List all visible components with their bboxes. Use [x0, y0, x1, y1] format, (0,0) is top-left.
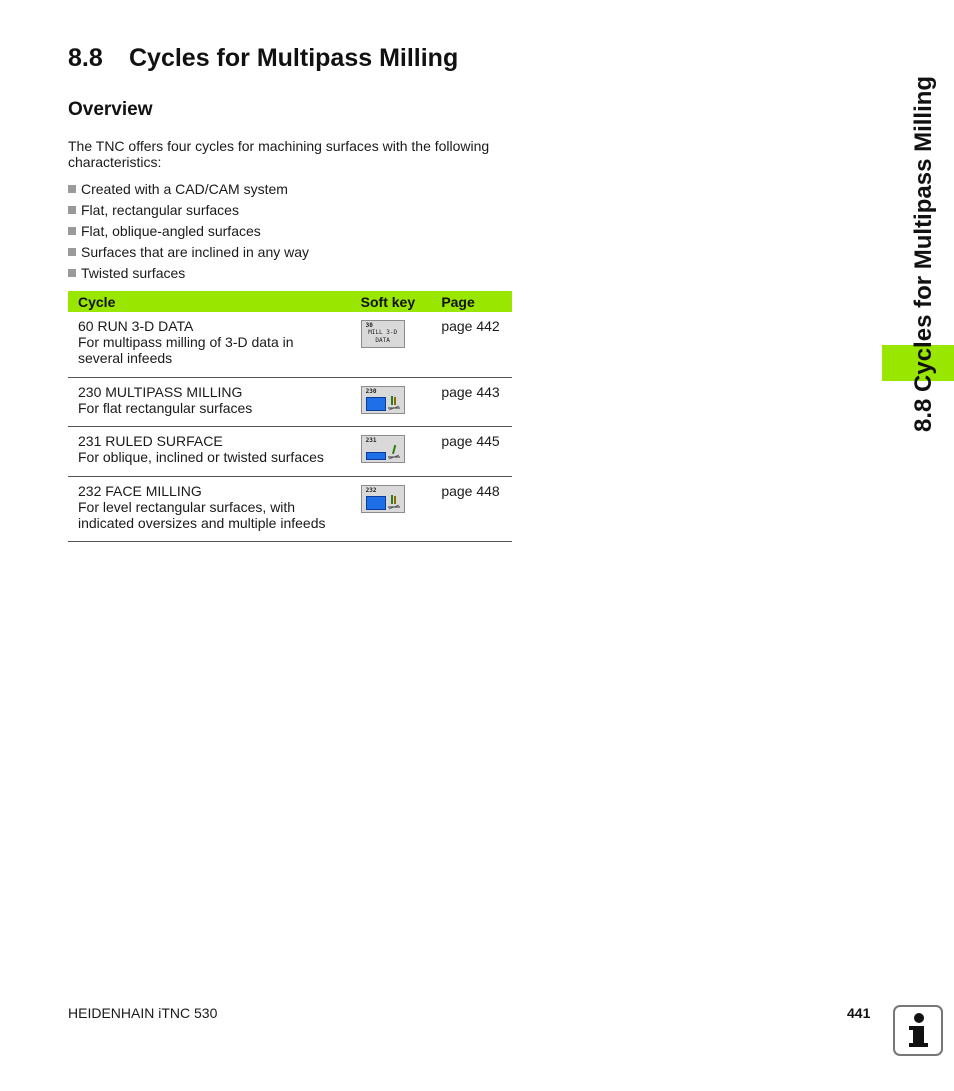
cycle-name: 60 RUN 3-D DATA [78, 318, 194, 334]
face-milling-softkey-icon [361, 485, 405, 513]
softkey-text-line: DATA [375, 337, 390, 344]
cycle-description: For flat rectangular surfaces [78, 400, 253, 416]
side-chapter-title: 8.8 Cycles for Multipass Milling [910, 75, 937, 432]
list-item-text: Surfaces that are inclined in any way [81, 243, 310, 260]
header-page: Page [441, 291, 512, 312]
softkey-cell [361, 477, 442, 542]
softkey-text-line: MILL 3-D [368, 329, 398, 336]
milling-tool-icon [388, 395, 400, 411]
cycle-description: indicated oversizes and multiple infeeds [78, 515, 326, 531]
page-ref: page 443 [441, 378, 512, 427]
cycle-description: For oblique, inclined or twisted surfaces [78, 449, 324, 465]
cycle-description: For level rectangular surfaces, with [78, 499, 296, 515]
softkey-code: 231 [365, 437, 377, 444]
surface-rect-icon [366, 397, 386, 411]
bullet-square-icon [68, 206, 76, 214]
cycle-cell [68, 378, 361, 427]
softkey-cell [361, 427, 442, 477]
bullet-square-icon [68, 185, 76, 193]
section-title [68, 44, 458, 73]
surface-rect-icon [366, 452, 386, 460]
bullet-square-icon [68, 269, 76, 277]
cycle-cell [68, 477, 361, 542]
page-ref: page 445 [441, 427, 512, 477]
list-item-text: Created with a CAD/CAM system [81, 180, 288, 197]
table-row [68, 378, 512, 427]
list-item [68, 178, 309, 199]
section-title-text: Cycles for Multipass Milling [129, 44, 459, 72]
info-icon [893, 1005, 943, 1056]
footer-manual-name: HEIDENHAIN iTNC 530 [68, 1005, 218, 1021]
table-row [68, 427, 512, 477]
list-item-text: Twisted surfaces [81, 264, 186, 281]
cycles-table [68, 291, 512, 542]
bullet-square-icon [68, 227, 76, 235]
softkey-code: 232 [365, 487, 377, 494]
list-item [68, 241, 309, 262]
softkey-cell [361, 312, 442, 378]
list-item [68, 262, 309, 283]
softkey-cell [361, 378, 442, 427]
softkey-text [362, 329, 404, 345]
table-row [68, 312, 512, 378]
page-number: 441 [847, 1005, 871, 1021]
list-item-text: Flat, oblique-angled surfaces [81, 222, 261, 239]
cycle-cell [68, 427, 361, 477]
list-item [68, 199, 309, 220]
cycle-cell [68, 312, 361, 378]
bullet-square-icon [68, 248, 76, 256]
milling-tool-icon [388, 494, 400, 510]
intro-paragraph: The TNC offers four cycles for machining surfaces with the following characteristics: [68, 138, 490, 170]
page-ref: page 442 [441, 312, 512, 378]
multipass-milling-softkey-icon [361, 386, 405, 414]
cycle-name: 230 MULTIPASS MILLING [78, 384, 243, 400]
milling-tool-icon [388, 444, 400, 460]
characteristics-list [68, 178, 309, 283]
info-glyph [895, 1007, 941, 1054]
list-item-text: Flat, rectangular surfaces [81, 201, 239, 218]
header-cycle: Cycle [68, 291, 361, 312]
softkey-code: 30 [365, 322, 373, 329]
surface-rect-icon [366, 496, 386, 510]
ruled-surface-softkey-icon [361, 435, 405, 463]
cycle-name: 231 RULED SURFACE [78, 433, 223, 449]
header-softkey: Soft key [361, 291, 442, 312]
table-row [68, 477, 512, 542]
cycle-description: For multipass milling of 3-D data in [78, 334, 294, 350]
cycle-name: 232 FACE MILLING [78, 483, 202, 499]
list-item [68, 220, 309, 241]
cycle-description: several infeeds [78, 350, 173, 366]
softkey-code: 230 [365, 388, 377, 395]
overview-heading: Overview [68, 99, 153, 120]
section-number: 8.8 [68, 44, 103, 72]
mill-3d-data-softkey-icon [361, 320, 405, 348]
table-header-row [68, 291, 512, 312]
page-ref: page 448 [441, 477, 512, 542]
